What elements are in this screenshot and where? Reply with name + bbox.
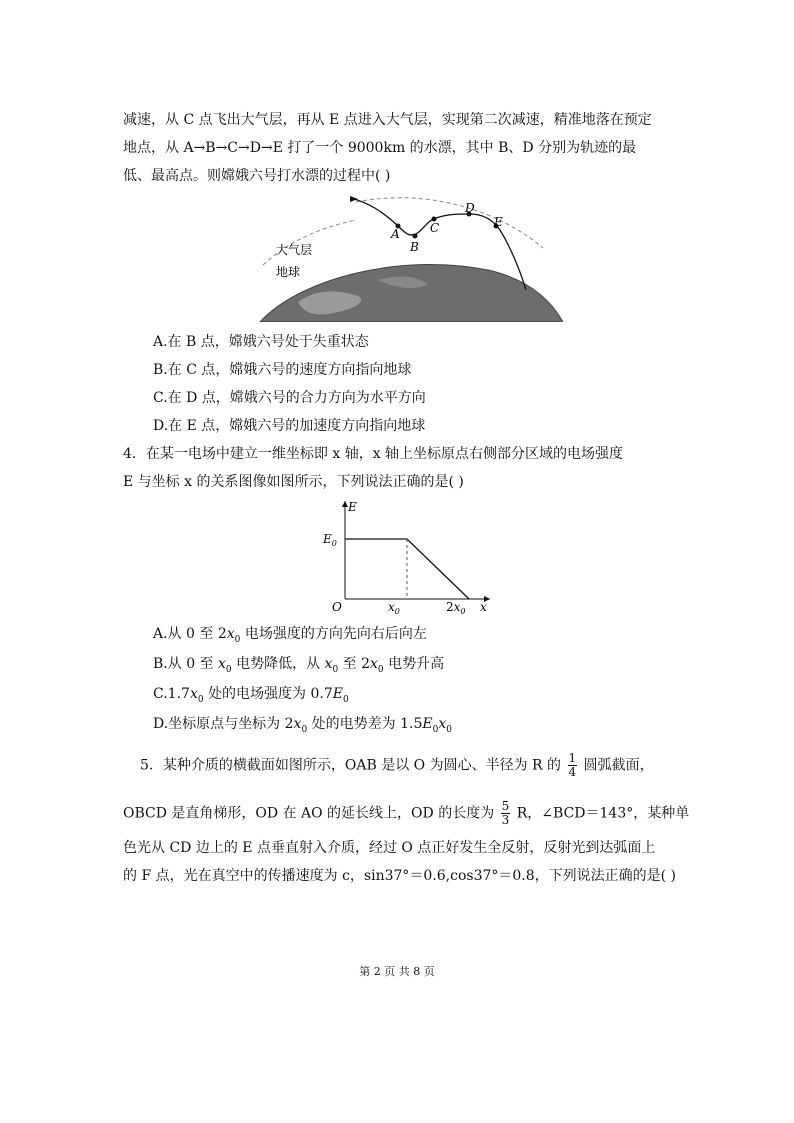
- q4-line-1: 4．在某一电场中建立一维坐标即 x 轴，x 轴上坐标原点右侧部分区域的电场强度: [123, 446, 624, 462]
- q4-field-chart: [320, 495, 495, 615]
- quarter-fraction: $\frac{1}{4}$: [568, 751, 577, 779]
- q4-option-a: A.从 0 至 $2x_0$ 电场强度的方向先向右后向左: [153, 626, 427, 645]
- origin-label: O: [332, 600, 342, 614]
- trajectory-arrow: [350, 196, 358, 202]
- q5-line-4: 的 F 点，光在真空中的传播速度为 c，sin37°＝0.6,cos37°＝0.8，下列说法正确的是( ): [123, 868, 677, 884]
- page-footer: 第 2 页 共 8 页: [359, 965, 435, 978]
- q5-line-1-a: 5．某种介质的横截面如图所示，OAB 是以 O 为圆心、半径为 R 的: [140, 757, 562, 774]
- atmosphere-label: 大气层: [276, 243, 313, 257]
- y-tick-e0: $E_0$: [323, 532, 337, 548]
- atmosphere-line: [356, 198, 543, 248]
- earth-shape: [260, 264, 563, 322]
- pt-a-label: A: [391, 227, 400, 241]
- q3-line-1: 减速，从 C 点飞出大气层，再从 E 点进入大气层，实现第二次减速，精准地落在预定: [123, 112, 652, 128]
- x-axis-label: x: [480, 600, 487, 614]
- q3-option-d: D.在 E 点，嫦娥六号的加速度方向指向地球: [153, 418, 426, 434]
- q3-option-c: C.在 D 点，嫦娥六号的合力方向为水平方向: [153, 390, 426, 406]
- pt-b-label: B: [410, 240, 419, 254]
- q3-line-2: 地点，从 A→B→C→D→E 打了一个 9000km 的水漂，其中 B、D 分别为轨迹的最: [123, 140, 637, 156]
- pt-c-label: C: [430, 221, 440, 235]
- q5-line-2-a: OBCD 是直角梯形，OD 在 AO 的延长线上，OD 的长度为: [123, 805, 495, 822]
- q5-line-3: 色光从 CD 边上的 E 点垂直射入介质，经过 O 点正好发生全反射，反射光到达弧面上: [123, 840, 656, 856]
- q5-line-1-b: 圆弧截面，: [583, 757, 654, 774]
- q4-option-c: $C.1.7x_0$ 处的电场强度为 $0.7E_0$: [153, 686, 349, 705]
- od-fraction: $\frac{5}{3}$: [501, 799, 510, 827]
- q3-line-3: 低、最高点。则嫦娥六号打水漂的过程中( ): [123, 168, 391, 184]
- q5-line-1: [140, 752, 654, 779]
- q3-option-b: B.在 C 点，嫦娥六号的速度方向指向地球: [153, 362, 412, 378]
- q4-line-2: E 与坐标 x 的关系图像如图所示，下列说法正确的是( ): [123, 474, 464, 490]
- x-tick-x0: $x_0$: [388, 600, 400, 615]
- q5-line-2: [123, 800, 689, 827]
- q3-trajectory-figure: [258, 190, 563, 325]
- earth-label: 地球: [276, 265, 301, 279]
- q4-option-d: D.坐标原点与坐标为 $2x_0$ 处的电势差为 $1.5E_0x_0$: [153, 716, 452, 735]
- q3-option-a: A.在 B 点，嫦娥六号处于失重状态: [153, 334, 369, 350]
- pt-e-label: E: [494, 215, 503, 229]
- y-axis-label: E: [348, 500, 357, 514]
- q4-option-b: B.从 0 至 $x_0$ 电势降低，从 $x_0$ 至 $2x_0$ 电势升高: [153, 656, 445, 675]
- x-tick-2x0: $2x_0$: [446, 600, 466, 615]
- pt-d-label: D: [465, 201, 475, 215]
- q5-line-2-b: R，∠BCD＝143°，某种单: [516, 805, 690, 822]
